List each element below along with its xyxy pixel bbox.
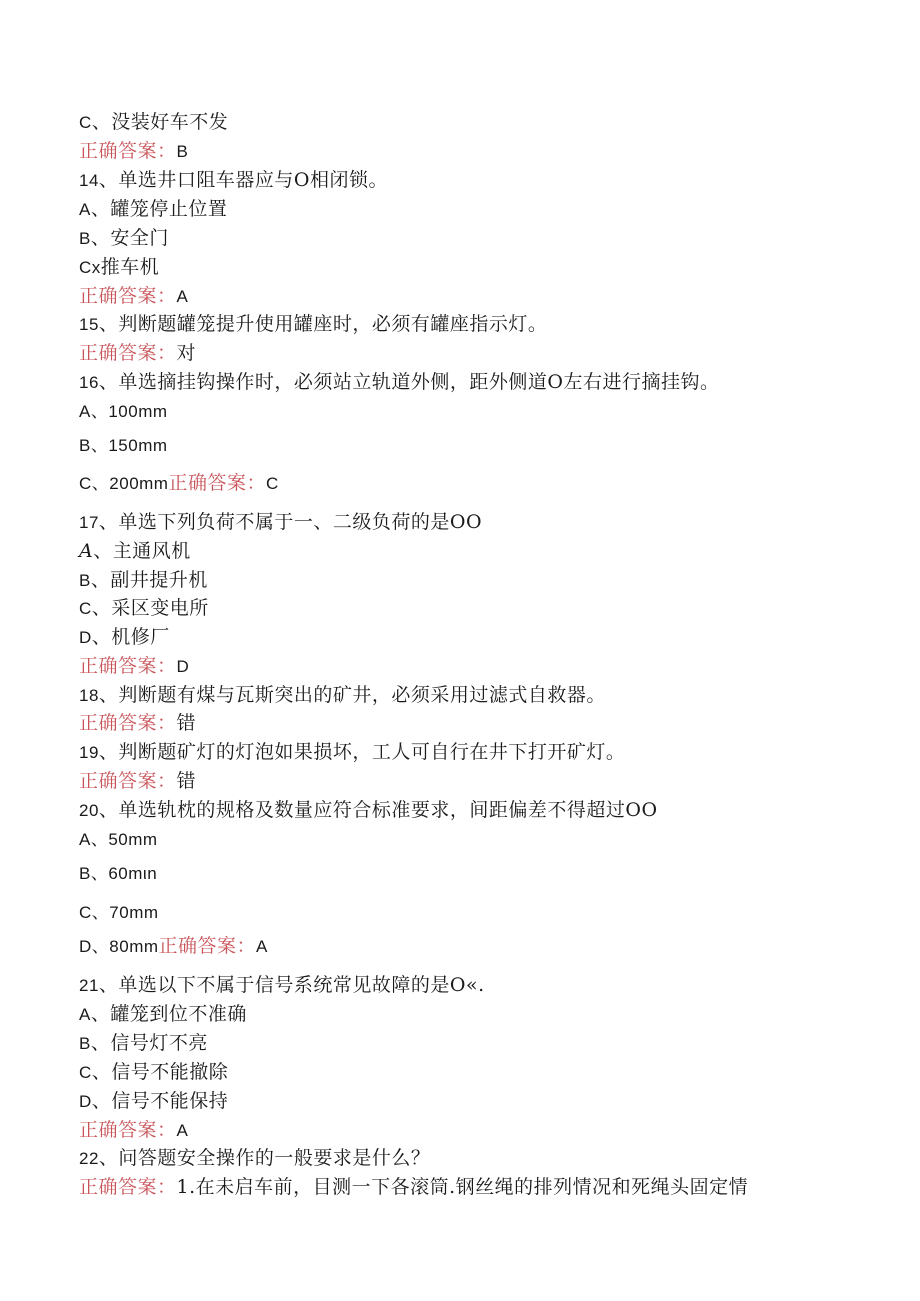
answer-line [79, 284, 188, 309]
answer-value: A [176, 287, 189, 306]
answer-line [79, 1175, 748, 1199]
option-line: Cx推车机 [79, 256, 160, 278]
answer-label: 正确答案： [79, 140, 177, 162]
option-line: A、罐笼停止位置 [79, 198, 228, 220]
option-line: B、信号灯不亮 [79, 1032, 208, 1054]
answer-label: 正确答案： [158, 935, 257, 957]
question-line: 16、单选摘挂钩操作时，必须站立轨道外侧，距外侧道O左右进行摘挂钩。 [79, 371, 720, 393]
answer-value: 错 [176, 712, 197, 734]
answer-line [79, 769, 196, 793]
option-line: B、安全门 [79, 227, 169, 249]
answer-label: 正确答案： [168, 472, 266, 494]
option-line: A、50mm [79, 830, 158, 849]
answer-label: 正确答案： [79, 285, 177, 307]
question-line: 21、单选以下不属于信号系统常见故障的是O«. [79, 974, 485, 996]
answer-value: A [176, 1121, 189, 1140]
answer-line [79, 341, 196, 365]
answer-label: 正确答案： [79, 712, 177, 734]
answer-line [79, 139, 188, 164]
answer-line [79, 1118, 188, 1143]
option-line: A、主通风机 [79, 540, 191, 562]
question-line: 20、单选轨枕的规格及数量应符合标准要求，间距偏差不得超过OO [79, 799, 658, 821]
answer-value: B [176, 142, 189, 161]
question-line: 14、单选井口阻车器应与O相闭锁。 [79, 169, 388, 191]
answer-label: 正确答案： [79, 770, 177, 792]
answer-label: 正确答案： [79, 342, 177, 364]
answer-value: 对 [176, 342, 197, 364]
option-line: D、机修厂 [79, 626, 170, 648]
answer-label: 正确答案： [79, 655, 177, 677]
answer-label: 正确答案： [79, 1119, 177, 1141]
option-line: C、没装好车不发 [79, 111, 229, 133]
question-line: 18、判断题有煤与瓦斯突出的矿井，必须采用过滤式自救器。 [79, 684, 606, 706]
answer-label: 正确答案： [79, 1176, 177, 1198]
answer-value: D [176, 657, 190, 676]
option-line: C、70mm [79, 903, 159, 922]
answer-value: A [256, 937, 268, 956]
option-line: D、信号不能保持 [79, 1090, 229, 1112]
option-line: A、罐笼到位不准确 [79, 1003, 247, 1025]
question-line: 17、单选下列负荷不属于一、二级负荷的是OO [79, 511, 483, 533]
option-line: B、副井提升机 [79, 569, 208, 591]
answer-line [79, 711, 196, 735]
answer-value: 1.在未启车前，目测一下各滚筒.钢丝绳的排列情况和死绳头固定情 [176, 1176, 749, 1198]
answer-line [79, 654, 189, 679]
question-line: 22、问答题安全操作的一般要求是什么？ [79, 1147, 431, 1169]
option-line: A、100mm [79, 402, 168, 421]
answer-value: 错 [176, 770, 197, 792]
option-answer-line: D、80mm正确答案：A [79, 935, 268, 957]
option-line: C、信号不能撤除 [79, 1061, 229, 1083]
option-line: B、60mιn [79, 864, 158, 883]
question-line: 19、判断题矿灯的灯泡如果损坏，工人可自行在井下打开矿灯。 [79, 741, 626, 763]
question-line: 15、判断题罐笼提升使用罐座时，必须有罐座指示灯。 [79, 313, 548, 335]
option-answer-line: C、200mm正确答案：C [79, 472, 279, 494]
answer-value: C [265, 474, 279, 493]
option-line: B、150mm [79, 436, 168, 455]
option-line: C、采区变电所 [79, 597, 209, 619]
